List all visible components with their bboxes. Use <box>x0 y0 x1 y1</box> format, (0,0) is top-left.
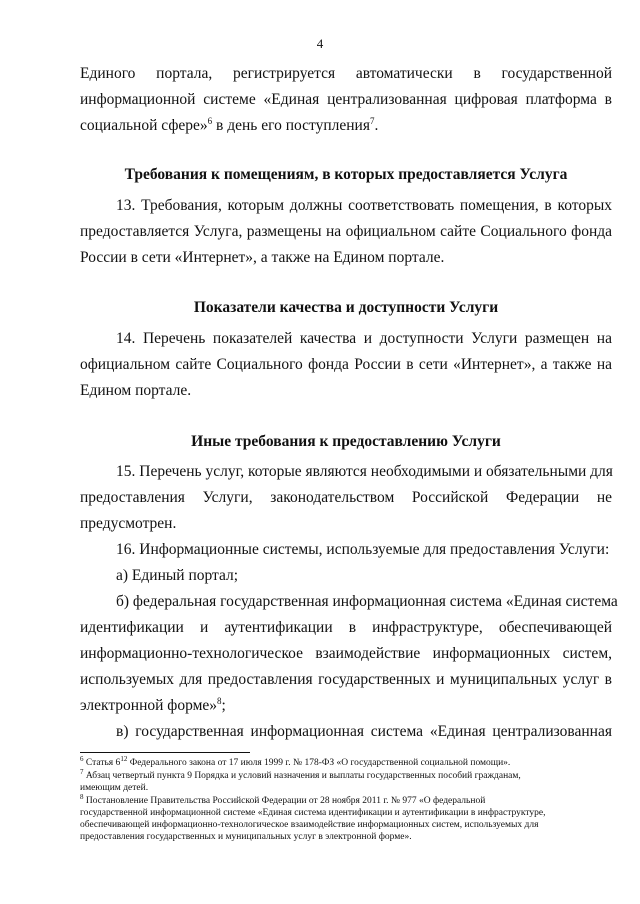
text-line: предоставления Услуги, законодательством Российской Федерации не <box>80 489 612 506</box>
text-line: социальной сфере»$^6$ в день его поступления$^7$. <box>80 115 379 134</box>
text-line: идентификации и аутентификации в инфраструктуре, обеспечивающей <box>80 619 612 636</box>
footnote: $^6$ Статья $6^{12}$ Федерального закона от 17 июля 1999 г. № 178-ФЗ «О государственной социальной помощи». <box>80 754 511 768</box>
text-line: б) федеральная государственная информационная система «Единая система <box>116 593 618 610</box>
footnote-continuation: имеющим детей. <box>80 783 149 793</box>
text-line: 14. Перечень показателей качества и доступности Услуги размещен на <box>116 330 612 347</box>
text-line: информационно-технологическое взаимодействие информационных систем, <box>80 645 612 662</box>
text-line: электронной форме»$^8$; <box>80 695 226 714</box>
section-heading: Требования к помещениям, в которых предоставляется Услуга <box>124 166 568 183</box>
text-line: Едином портале. <box>80 382 192 399</box>
text-line: 16. Информационные системы, используемые для предоставления Услуги: <box>116 541 610 558</box>
text-line: Единого портала, регистрируется автоматически в государственной <box>80 65 612 82</box>
text-line: предусмотрен. <box>80 515 177 532</box>
text-line: используемых для предоставления государственных и муниципальных услуг в <box>80 671 612 688</box>
footnote: $^7$ Абзац четвертый пункта 9 Порядка и условий назначения и выплаты государственных пособий гражданам, <box>80 767 521 781</box>
text-line: России в сети «Интернет», а также на Едином портале. <box>80 249 445 266</box>
section-heading: Показатели качества и доступности Услуги <box>193 299 499 316</box>
footnote: $^8$ Постановление Правительства Российской Федерации от 28 ноября 2011 г. № 977 «О федеральной <box>80 792 486 806</box>
section-heading: Иные требования к предоставлению Услуги <box>191 433 501 450</box>
text-line: в) государственная информационная система «Единая централизованная <box>116 723 612 740</box>
footnote-continuation: обеспечивающей информационно-технологическое взаимодействие информационных систем, используемых для <box>80 820 539 830</box>
text-line: 13. Требования, которым должны соответствовать помещения, в которых <box>116 197 612 214</box>
text-line: официальном сайте Социального фонда России в сети «Интернет», а также на <box>80 356 612 373</box>
text-line: 15. Перечень услуг, которые являются необходимыми и обязательными для <box>116 463 613 480</box>
footnote-ref: 7 <box>369 115 375 126</box>
footnote-separator <box>80 752 250 753</box>
text-line: а) Единый портал; <box>116 567 239 584</box>
text-line: предоставляется Услуга, размещены на официальном сайте Социального фонда <box>80 223 612 240</box>
footnote-continuation: государственной информационной системе «Единая система идентификации и аутентификации в инфраструктуре, <box>80 808 546 818</box>
footnote-ref: 6 <box>207 115 213 126</box>
text-line: информационной системе «Единая централизованная цифровая платформа в <box>80 91 612 108</box>
footnote-continuation: предоставления государственных и муниципальных услуг в электронной форме». <box>80 832 412 842</box>
page-number: 4 <box>316 36 324 51</box>
footnote-ref: 8 <box>217 695 222 706</box>
